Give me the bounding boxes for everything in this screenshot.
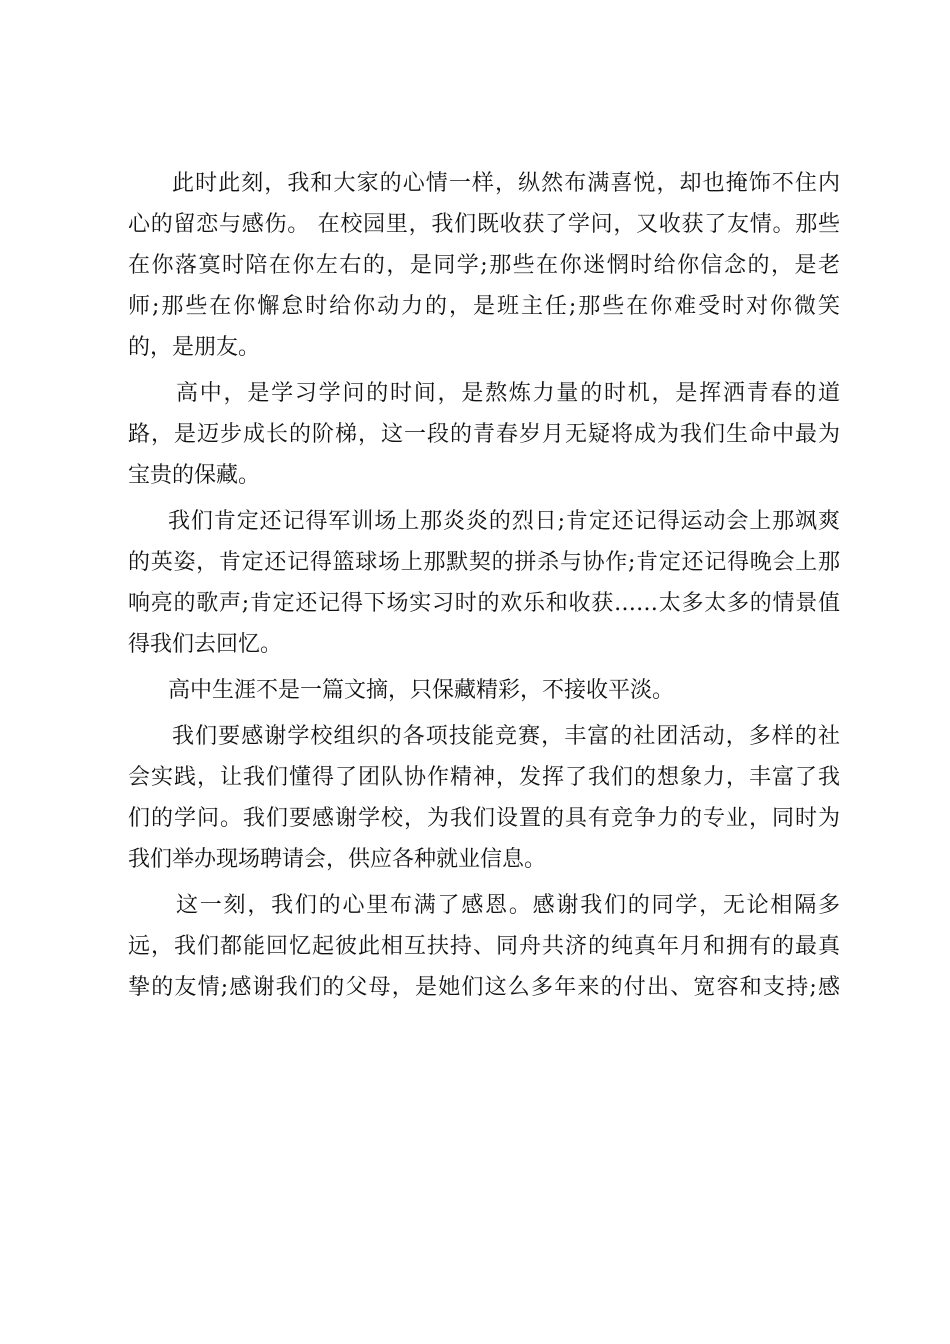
paragraph-line: 我们要感谢学校组织的各项技能竞赛，丰富的社团活动，多样的社 [172,724,840,749]
paragraph-3 [128,501,840,665]
paragraph-line: 心的留恋与感伤。 在校园里，我们既收获了学问，又收获了友情。那些 [128,212,840,237]
paragraph-line: 远，我们都能回忆起彼此相互扶持、同舟共济的纯真年月和拥有的最真 [128,934,840,959]
paragraph-line: 高中生涯不是一篇文摘，只保藏精彩，不接收平淡。 [168,678,675,703]
paragraph-line: 挚的友情;感谢我们的父母，是她们这么多年来的付出、宽容和支持;感 [128,975,840,1000]
paragraph-line: 我们肯定还记得军训场上那炎炎的烈日;肯定还记得运动会上那飒爽 [168,509,840,534]
paragraph-6 [128,885,840,1008]
paragraph-line: 此时此刻，我和大家的心情一样，纵然布满喜悦，却也掩饰不住内 [172,171,840,196]
paragraph-5 [128,716,840,880]
paragraph-1 [128,163,840,368]
paragraph-line: 我们举办现场聘请会，供应各种就业信息。 [128,847,547,872]
paragraph-line: 会实践，让我们懂得了团队协作精神，发挥了我们的想象力，丰富了我 [128,765,840,790]
paragraph-line: 高中，是学习学问的时间，是熬炼力量的时机，是挥洒青春的道 [176,381,840,406]
paragraph-line: 响亮的歌声;肯定还记得下场实习时的欢乐和收获……太多太多的情景值 [128,591,840,616]
paragraph-line: 路，是迈步成长的阶梯，这一段的青春岁月无疑将成为我们生命中最为 [128,422,840,447]
paragraph-line: 宝贵的保藏。 [128,463,261,488]
paragraph-line: 得我们去回忆。 [128,632,283,657]
paragraph-line: 这一刻，我们的心里布满了感恩。感谢我们的同学，无论相隔多 [176,893,840,918]
document-body [128,163,840,1008]
paragraph-line: 们的学问。我们要感谢学校，为我们设置的具有竞争力的专业，同时为 [128,806,840,831]
paragraph-line: 师;那些在你懈怠时给你动力的，是班主任;那些在你难受时对你微笑 [128,294,840,319]
paragraph-2 [128,373,840,496]
paragraph-4 [128,670,840,711]
paragraph-line: 的英姿，肯定还记得篮球场上那默契的拼杀与协作;肯定还记得晚会上那 [128,550,840,575]
paragraph-line: 的，是朋友。 [128,335,261,360]
paragraph-line: 在你落寞时陪在你左右的，是同学;那些在你迷惘时给你信念的，是老 [128,253,840,278]
